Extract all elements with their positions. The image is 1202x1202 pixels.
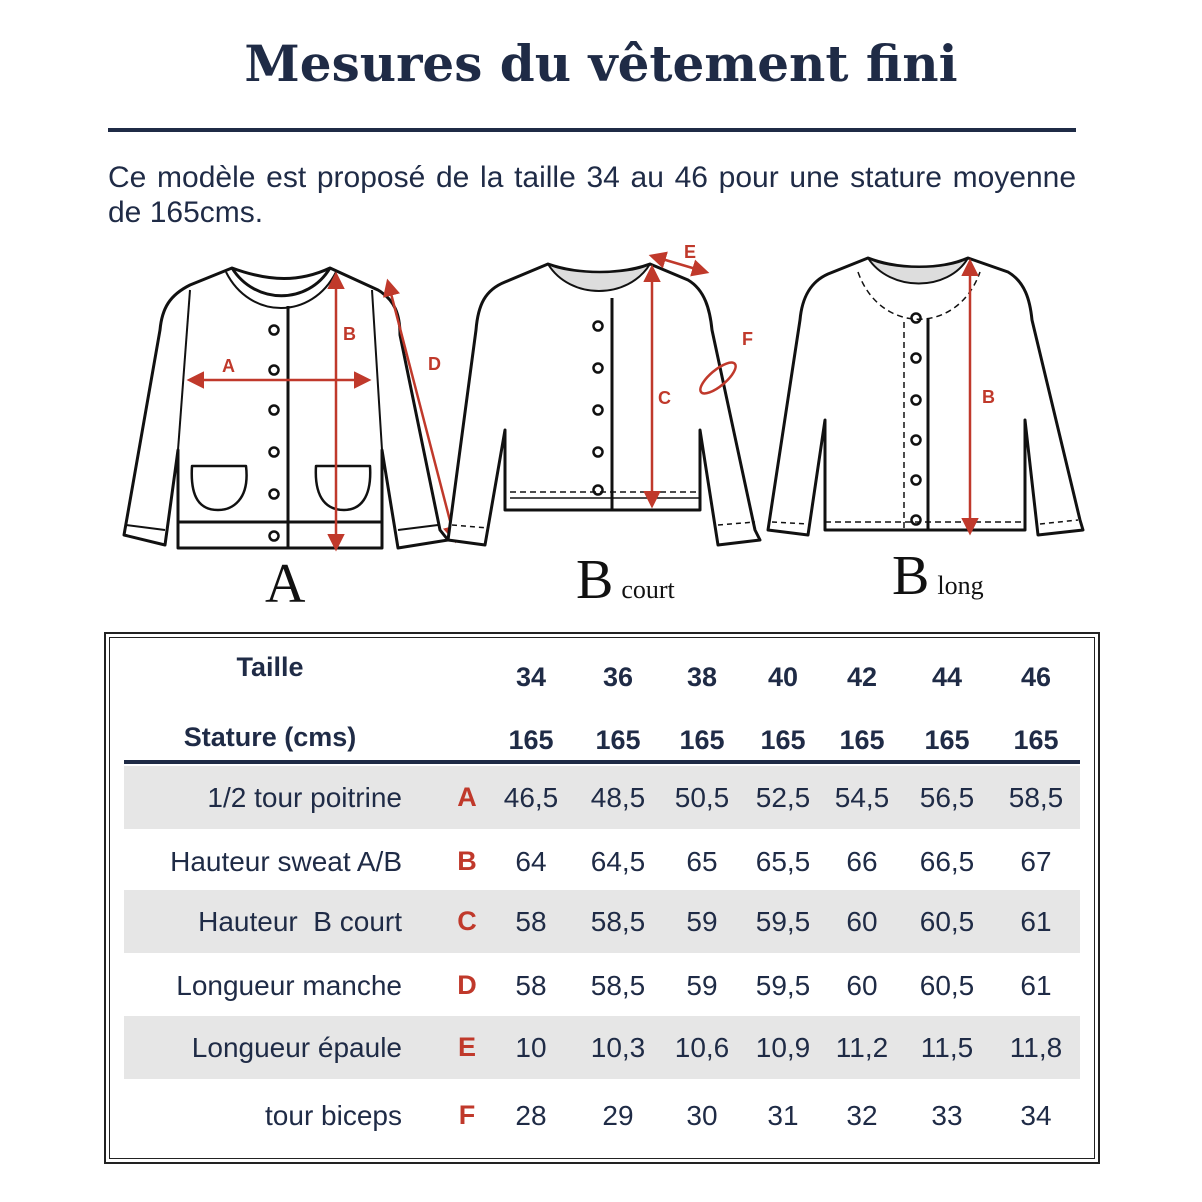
cell-value: 11,2 [835, 1032, 889, 1063]
row-key: E [457, 1032, 476, 1062]
cell-value: 60 [846, 906, 878, 937]
cell-value: 67 [1020, 846, 1052, 877]
cell-value: 59,5 [755, 970, 811, 1001]
row-label: Hauteur B court [198, 906, 402, 937]
cell-value: 60 [846, 970, 878, 1001]
garment-label-b-court [576, 549, 675, 618]
cell-value: 58,5 [590, 906, 646, 937]
cell-value: 30 [686, 1100, 718, 1131]
stature-value: 165 [508, 725, 554, 755]
stature-value: 165 [1013, 725, 1059, 755]
garment-b-court-drawing [448, 264, 760, 545]
cell-value: 11,5 [920, 1032, 974, 1063]
garment-a-drawing [124, 268, 448, 548]
cell-value: 58,5 [1008, 782, 1064, 813]
cell-value: 11,8 [1009, 1032, 1063, 1063]
row-key: D [457, 970, 477, 1000]
row-label: Longueur manche [176, 970, 402, 1001]
cell-value: 58 [515, 970, 547, 1001]
mark-e: E [684, 242, 697, 262]
cell-value: 58,5 [590, 970, 646, 1001]
cell-value: 59 [686, 906, 718, 937]
cell-value: 29 [602, 1100, 634, 1131]
cell-value: 60,5 [919, 906, 975, 937]
stature-value: 165 [595, 725, 641, 755]
mark-c: C [658, 388, 671, 408]
stature-value: 165 [839, 725, 885, 755]
garment-label-b-long [892, 545, 984, 614]
size-value: 40 [767, 662, 799, 692]
row-key: F [458, 1100, 476, 1130]
garment-letter: A [265, 553, 306, 615]
cell-value: 54,5 [834, 782, 890, 813]
cell-value: 64,5 [590, 846, 646, 877]
row-key: C [457, 906, 477, 936]
cell-value: 59 [686, 970, 718, 1001]
size-value: 38 [686, 662, 718, 692]
row-label: tour biceps [265, 1100, 402, 1131]
row-key: B [457, 846, 477, 876]
cell-value: 60,5 [919, 970, 975, 1001]
garment-letter: B [576, 549, 614, 611]
garment-label-a [265, 553, 306, 615]
mark-b: B [343, 324, 356, 344]
cell-value: 10,9 [755, 1032, 811, 1063]
garment-variant: long [937, 571, 984, 600]
table-header-divider [124, 760, 1080, 764]
cell-value: 10,3 [590, 1032, 646, 1063]
cell-value: 50,5 [674, 782, 730, 813]
garment-variant: court [621, 575, 675, 604]
cell-value: 46,5 [503, 782, 559, 813]
cell-value: 64 [515, 846, 547, 877]
cell-value: 33 [931, 1100, 963, 1131]
size-value: 46 [1020, 662, 1052, 692]
cell-value: 31 [767, 1100, 799, 1131]
size-value: 36 [602, 662, 634, 692]
cell-value: 48,5 [590, 782, 646, 813]
mark-b-long: B [982, 387, 995, 407]
cell-value: 65,5 [755, 846, 811, 877]
cell-value: 66,5 [919, 846, 975, 877]
mark-f: F [742, 329, 753, 349]
stature-value: 165 [924, 725, 970, 755]
cell-value: 59,5 [755, 906, 811, 937]
table-row [124, 1016, 1080, 1079]
size-value: 34 [515, 662, 547, 692]
mark-a: A [222, 356, 235, 376]
cell-value: 58 [515, 906, 547, 937]
table-row [124, 890, 1080, 953]
size-value: 42 [846, 662, 878, 692]
cell-value: 61 [1020, 970, 1052, 1001]
cell-value: 61 [1020, 906, 1052, 937]
cell-value: 10 [515, 1032, 547, 1063]
garment-letter: B [892, 545, 930, 607]
row-label: Longueur épaule [191, 1032, 402, 1063]
size-value: 44 [931, 662, 963, 692]
page-title: Mesures du vêtement fini [244, 34, 958, 93]
garment-b-long-drawing [768, 258, 1083, 535]
cell-value: 52,5 [755, 782, 811, 813]
mark-d: D [428, 354, 441, 374]
table-row [124, 830, 1080, 893]
size-header: Taille [236, 652, 304, 682]
cell-value: 28 [515, 1100, 547, 1131]
cell-value: 56,5 [919, 782, 975, 813]
stature-header: Stature (cms) [183, 722, 357, 752]
table-row [124, 954, 1080, 1017]
cell-value: 10,6 [674, 1032, 730, 1063]
cell-value: 34 [1020, 1100, 1052, 1131]
row-label: 1/2 tour poitrine [207, 782, 402, 813]
intro-text: Ce modèle est proposé de la taille 34 au 46 pour une stature moyenne de 165cms. [108, 161, 1076, 229]
table-row [124, 766, 1080, 829]
cell-value: 66 [846, 846, 878, 877]
stature-value: 165 [760, 725, 806, 755]
cell-value: 32 [846, 1100, 878, 1131]
row-key: A [457, 782, 477, 812]
stature-value: 165 [679, 725, 725, 755]
cell-value: 65 [686, 846, 718, 877]
table-row [124, 1084, 1080, 1147]
row-label: Hauteur sweat A/B [170, 846, 402, 877]
